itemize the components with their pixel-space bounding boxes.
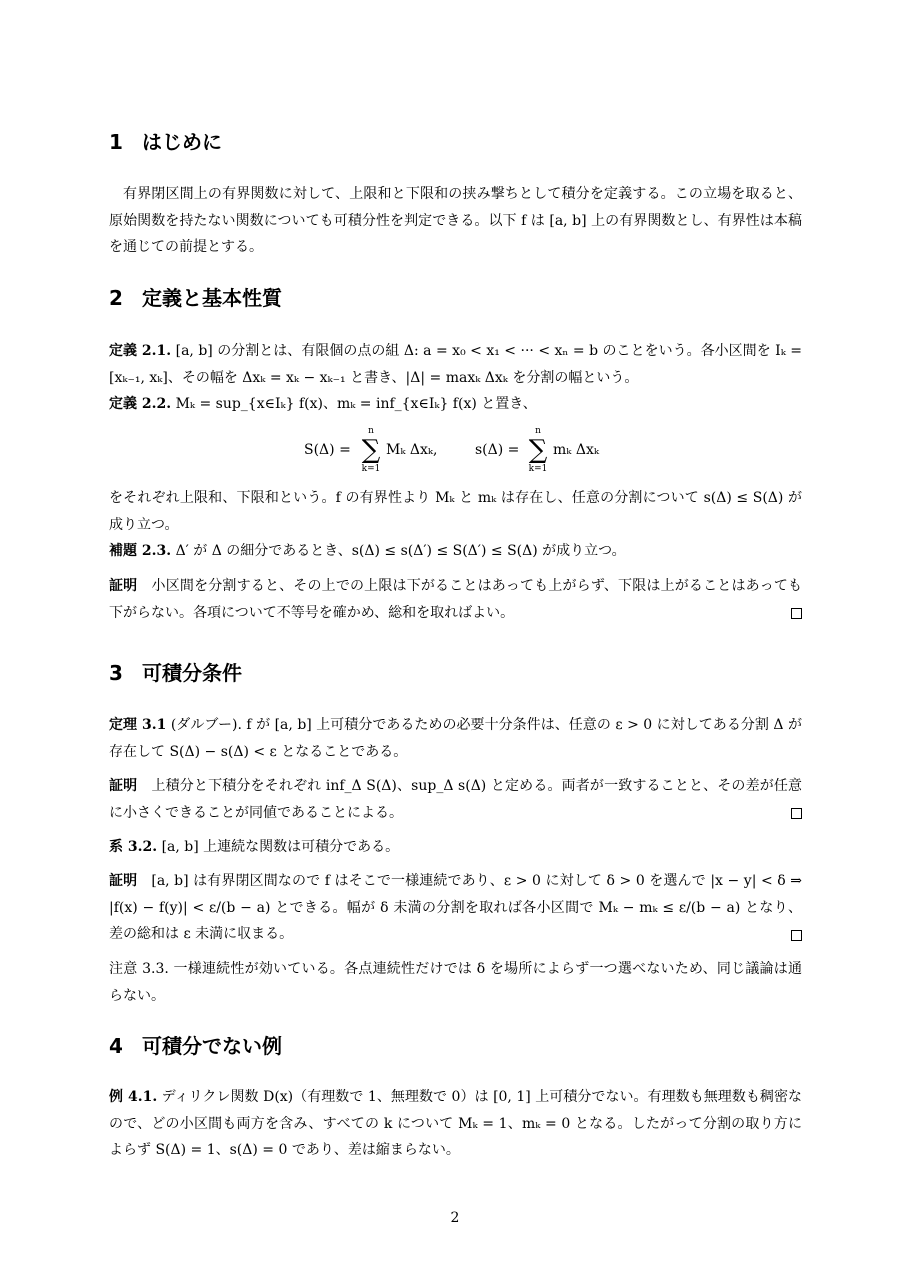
definition-2-2-continued: をそれぞれ上限和、下限和という。f の有界性より Mₖ と mₖ は存在し、任意の分割について s(Δ) ≤ S(Δ) が成り立つ。 bbox=[109, 490, 802, 533]
section-heading: 1 はじめに bbox=[109, 130, 222, 154]
example-4-1: 例 4.1. ディリクレ関数 D(x)（有理数で 1、無理数で 0）は [0, 1] 上可積分でない。有理数も無理数も稠密なので、どの小区間も両方を含み、すべての k について Mₖ = 1、mₖ = 0 となる。したがって分割の取り方によらず S(Δ) = 1、s(Δ) = 0 であり、差は縮まらない。 bbox=[109, 1089, 802, 1158]
summation-symbol: n ∑ k=1 bbox=[361, 426, 381, 474]
definition-2-1: 定義 2.1. [a, b] の分割とは、有限個の点の組 Δ: a = x₀ < x₁ < ··· < xₙ = b のことをいう。各小区間を Iₖ = [xₖ₋₁, xₖ]、その幅を Δxₖ = xₖ − xₖ₋₁ と書き、|Δ| = maxₖ Δxₖ を分割の幅という。 bbox=[109, 343, 803, 386]
section-heading: 4 可積分でない例 bbox=[109, 1034, 282, 1058]
section-heading: 3 可積分条件 bbox=[109, 661, 242, 685]
definition-2-2: 定義 2.2. Mₖ = sup_{x∈Iₖ} f(x)、mₖ = inf_{x∈Iₖ} f(x) と置き、 bbox=[109, 396, 537, 412]
intro-paragraph: 有界閉区間上の有界関数に対して、上限和と下限和の挟み撃ちとして積分を定義する。この立場を取ると、原始関数を持たない関数についても可積分性を判定できる。以下 f は [a, b] 上の有界関数とし、有界性は本稿を通じての前提とする。 bbox=[109, 186, 802, 255]
corollary-3-2: 系 3.2. [a, b] 上連続な関数は可積分である。 bbox=[109, 839, 400, 855]
qed-box bbox=[791, 808, 802, 819]
section-heading: 2 定義と基本性質 bbox=[109, 286, 282, 310]
remark-3-3: 注意 3.3. 一様連続性が効いている。各点連続性だけでは δ を場所によらず一つ選べないため、同じ議論は通らない。 bbox=[109, 961, 802, 1004]
qed-box bbox=[791, 930, 802, 941]
lemma-2-3: 補題 2.3. Δ′ が Δ の細分であるとき、s(Δ) ≤ s(Δ′) ≤ S(Δ′) ≤ S(Δ) が成り立つ。 bbox=[109, 543, 626, 559]
summation-symbol: n ∑ k=1 bbox=[528, 426, 548, 474]
proof: 証明 小区間を分割すると、その上での上限は下がることはあっても上がらず、下限は上がることはあっても下がらない。各項について不等号を確かめ、総和を取ればよい。 bbox=[109, 578, 803, 621]
proof: 証明 上積分と下積分をそれぞれ inf_Δ S(Δ)、sup_Δ s(Δ) と定める。両者が一致することと、その差が任意に小さくできることが同値であることによる。 bbox=[109, 778, 803, 821]
qed-box bbox=[791, 608, 802, 619]
theorem-3-1: 定理 3.1 (ダルブー). f が [a, b] 上可積分であるための必要十分条件は、任意の ε > 0 に対してある分割 Δ が存在して S(Δ) − s(Δ) < ε となることである。 bbox=[109, 717, 802, 760]
proof: 証明 [a, b] は有界閉区間なので f はそこで一様連続であり、ε > 0 に対して δ > 0 を選んで |x − y| < δ ⇒ |f(x) − f(y)| < ε/(b − a) とできる。幅が δ 未満の分割を取れば各小区間で Mₖ − mₖ ≤ ε/(b − a) となり、差の総和は ε 未満に収まる。 bbox=[109, 873, 803, 942]
display-equation: S(Δ) = n ∑ k=1 Mₖ Δxₖ, s(Δ) = n ∑ k=1 mₖ Δxₖ bbox=[304, 426, 599, 474]
page-number: 2 bbox=[450, 1210, 460, 1226]
